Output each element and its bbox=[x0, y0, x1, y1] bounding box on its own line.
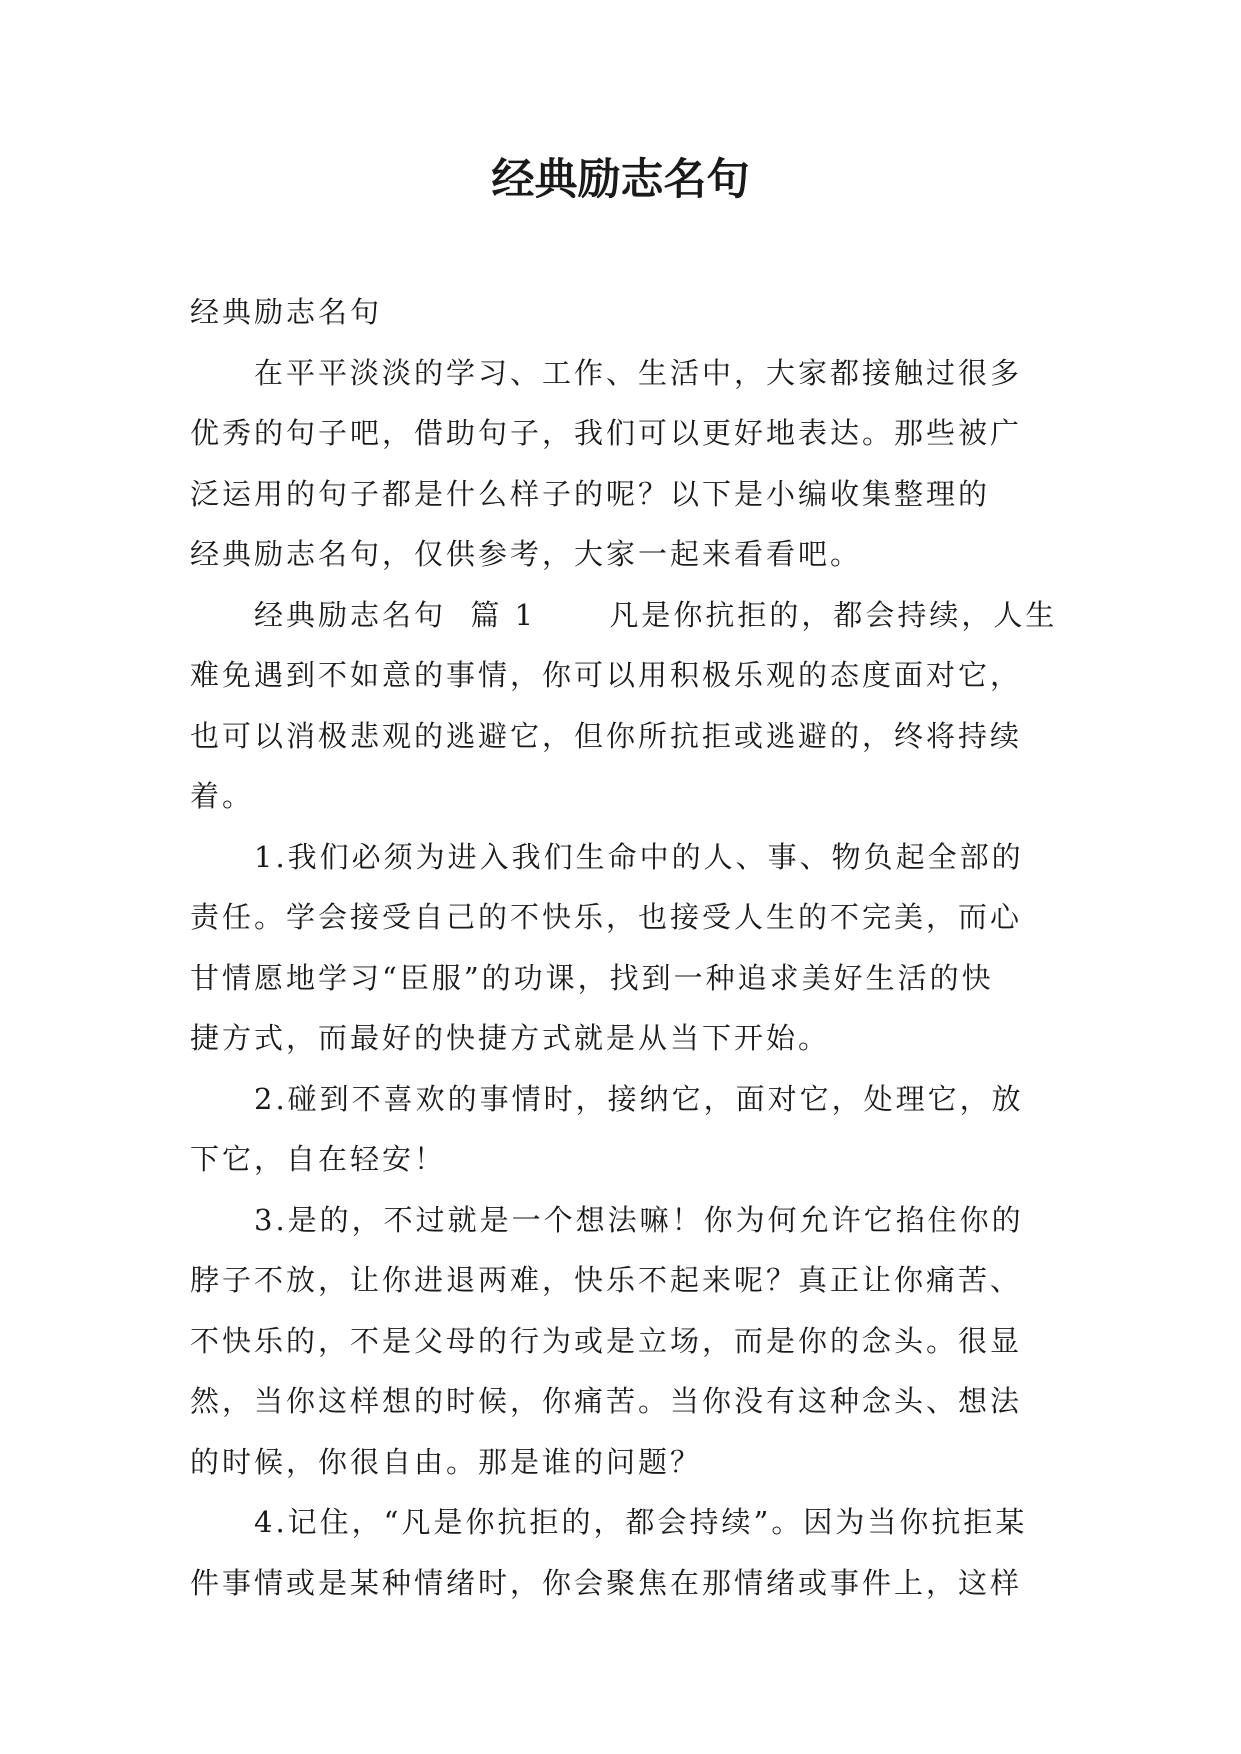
document-body bbox=[190, 282, 1058, 1613]
text-line: 然，当你这样想的时候，你痛苦。当你没有这种念头、想法 bbox=[190, 1384, 1023, 1418]
text-line: 难免遇到不如意的事情，你可以用积极乐观的态度面对它， bbox=[190, 658, 1023, 692]
text-line: 着。 bbox=[190, 779, 255, 813]
text-line: 4.记住，“凡是你抗拒的，都会持续”。因为当你抗拒某 bbox=[254, 1505, 1028, 1539]
text-line: 也可以消极悲观的逃避它，但你所抗拒或逃避的，终将持续 bbox=[190, 718, 1023, 753]
text-line: 泛运用的句子都是什么样子的呢？以下是小编收集整理的 bbox=[190, 476, 991, 511]
text-line: 优秀的句子吧，借助句子，我们可以更好地表达。那些被广 bbox=[190, 416, 1023, 450]
text-line: 2.碰到不喜欢的事情时，接纳它，面对它，处理它，放 bbox=[254, 1081, 1024, 1116]
text-line: 3.是的，不过就是一个想法嘛！你为何允许它掐住你的 bbox=[254, 1202, 1024, 1237]
text-line: 责任。学会接受自己的不快乐，也接受人生的不完美，而心 bbox=[190, 900, 1023, 934]
page-title: 经典励志名句 bbox=[491, 155, 750, 205]
text-line: 脖子不放，让你进退两难，快乐不起来呢？真正让你痛苦、 bbox=[190, 1263, 1023, 1297]
text-line: 经典励志名句 篇 1 凡是你抗拒的，都会持续，人生 bbox=[254, 597, 1058, 632]
text-line: 下它，自在轻安！ bbox=[190, 1142, 447, 1176]
text-line: 的时候，你很自由。那是谁的问题？ bbox=[190, 1444, 703, 1479]
text-line: 件事情或是某种情绪时，你会聚焦在那情绪或事件上，这样 bbox=[190, 1565, 1023, 1600]
text-line: 捷方式，而最好的快捷方式就是从当下开始。 bbox=[190, 1021, 831, 1055]
text-line: 甘情愿地学习“臣服”的功课，找到一种追求美好生活的快 bbox=[190, 960, 994, 995]
text-line: 不快乐的，不是父母的行为或是立场，而是你的念头。很显 bbox=[190, 1323, 1023, 1358]
text-line: 经典励志名句 bbox=[190, 295, 383, 329]
text-line: 1.我们必须为进入我们生命中的人、事、物负起全部的 bbox=[254, 839, 1024, 874]
text-line: 经典励志名句，仅供参考，大家一起来看看吧。 bbox=[190, 537, 863, 571]
text-line: 在平平淡淡的学习、工作、生活中，大家都接触过很多 bbox=[254, 355, 1023, 390]
